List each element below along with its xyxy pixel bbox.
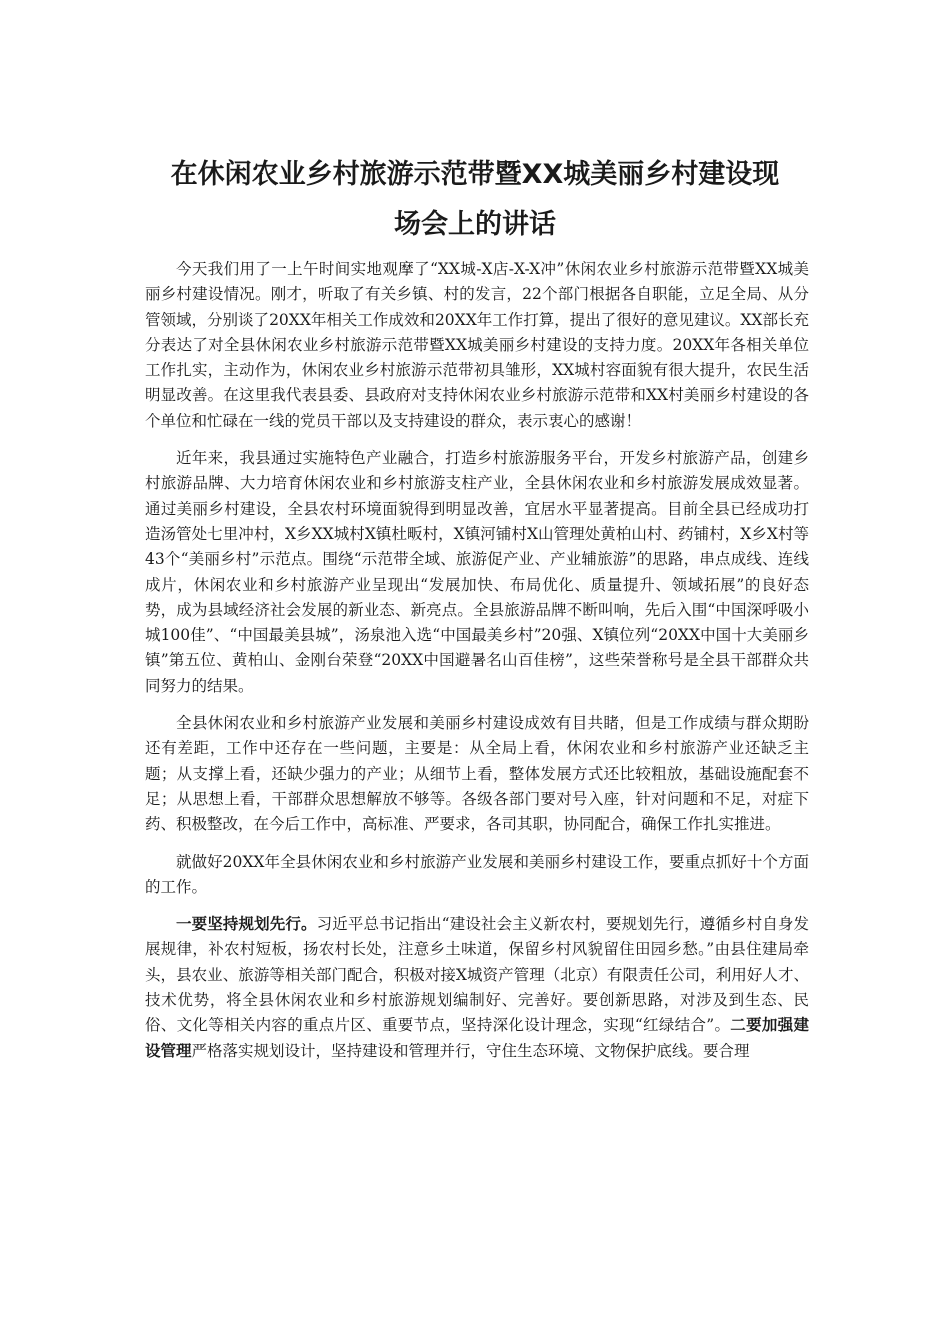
section-2-text: 严格落实规划设计，坚持建设和管理并行，守住生态环境、文物保护底线。要合理 <box>191 1041 750 1060</box>
section-1-heading: 一要坚持规划先行。 <box>176 915 317 934</box>
paragraph-problems: 全县休闲农业和乡村旅游产业发展和美丽乡村建设成效有目共睹，但是工作成绩与群众期盼还有差距，工作中还存在一些问题，主要是：从全局上看，休闲农业和乡村旅游产业还缺乏主题；从支撑上看，还缺少强力的产业；从细节上看，整体发展方式还比较粗放，基础设施配套不足；从思想上看，干部群众思想解放不够等。各级各部门要对号入座，针对问题和不足，对症下药、积极整改，在今后工作中，高标准、严要求，各司其职，协同配合，确保工作扎实推进。 <box>145 714 809 834</box>
document-title <box>140 150 810 250</box>
paragraph-ten-tasks: 就做好20XX年全县休闲农业和乡村旅游产业发展和美丽乡村建设工作，要重点抓好十个方面的工作。 <box>145 852 809 896</box>
paragraph-section-1 <box>145 912 809 1064</box>
paragraph-opening: 今天我们用了一上午时间实地观摩了“XX城-X店-X-X冲”休闲农业乡村旅游示范带暨XX城美丽乡村建设情况。刚才，听取了有关乡镇、村的发言，22个部门根据各自职能，立足全局、从分管领域，分别谈了20XX年相关工作成效和20XX年工作打算，提出了很好的意见建议。XX部长充分表达了对全县休闲农业乡村旅游示范带暨XX城美丽乡村建设的支持力度。20XX年各相关单位工作扎实，主动作为，休闲农业乡村旅游示范带初具雏形，XX城村容面貌有很大提升，农民生活明显改善。在这里我代表县委、县政府对支持休闲农业乡村旅游示范带和XX村美丽乡村建设的各个单位和忙碌在一线的党员干部以及支持建设的群众，表示衷心的感谢！ <box>145 260 809 430</box>
document-body <box>145 257 809 1076</box>
title-line-1: 在休闲农业乡村旅游示范带暨XX城美丽乡村建设现 <box>170 159 780 190</box>
section-1-text: 习近平总书记指出“建设社会主义新农村，要规划先行，遵循乡村自身发展规律，补农村短板，扬农村长处，注意乡土味道，保留乡村风貌留住田园乡愁。”由县住建局牵头，县农业、旅游等相关部门配合，积极对接X城资产管理（北京）有限责任公司，利用好人才、技术优势，将全县休闲农业和乡村旅游规划编制好、完善好。要创新思路，对涉及到生态、民俗、文化等相关内容的重点片区、重要节点，坚持深化设计理念，实现“红绿结合”。 <box>145 915 809 1035</box>
title-line-2: 场会上的讲话 <box>394 209 556 240</box>
section-2-heading: 二要加强建设管理 <box>145 1016 809 1060</box>
paragraph-achievements: 近年来，我县通过实施特色产业融合，打造乡村旅游服务平台，开发乡村旅游产品，创建乡村旅游品牌、大力培育休闲农业和乡村旅游支柱产业，全县休闲农业和乡村旅游发展成效显著。通过美丽乡村建设，全县农村环境面貌得到明显改善，宜居水平显著提高。目前全县已经成功打造汤管处七里冲村，X乡XX城村X镇杜畈村，X镇河铺村X山管理处黄柏山村、药铺村，X乡X村等43个“美丽乡村”示范点。围绕“示范带全域、旅游促产业、产业辅旅游”的思路，串点成线、连线成片，休闲农业和乡村旅游产业呈现出“发展加快、布局优化、质量提升、领域拓展”的良好态势，成为县域经济社会发展的新业态、新亮点。全县旅游品牌不断叫响，先后入围“中国深呼吸小城100佳”、“中国最美县城”，汤泉池入选“中国最美乡村”20强、X镇位列“20XX中国十大美丽乡镇”第五位、黄柏山、金刚台荣登“20XX中国避暑名山百佳榜”，这些荣誉称号是全县干部群众共同努力的结果。 <box>145 449 809 695</box>
